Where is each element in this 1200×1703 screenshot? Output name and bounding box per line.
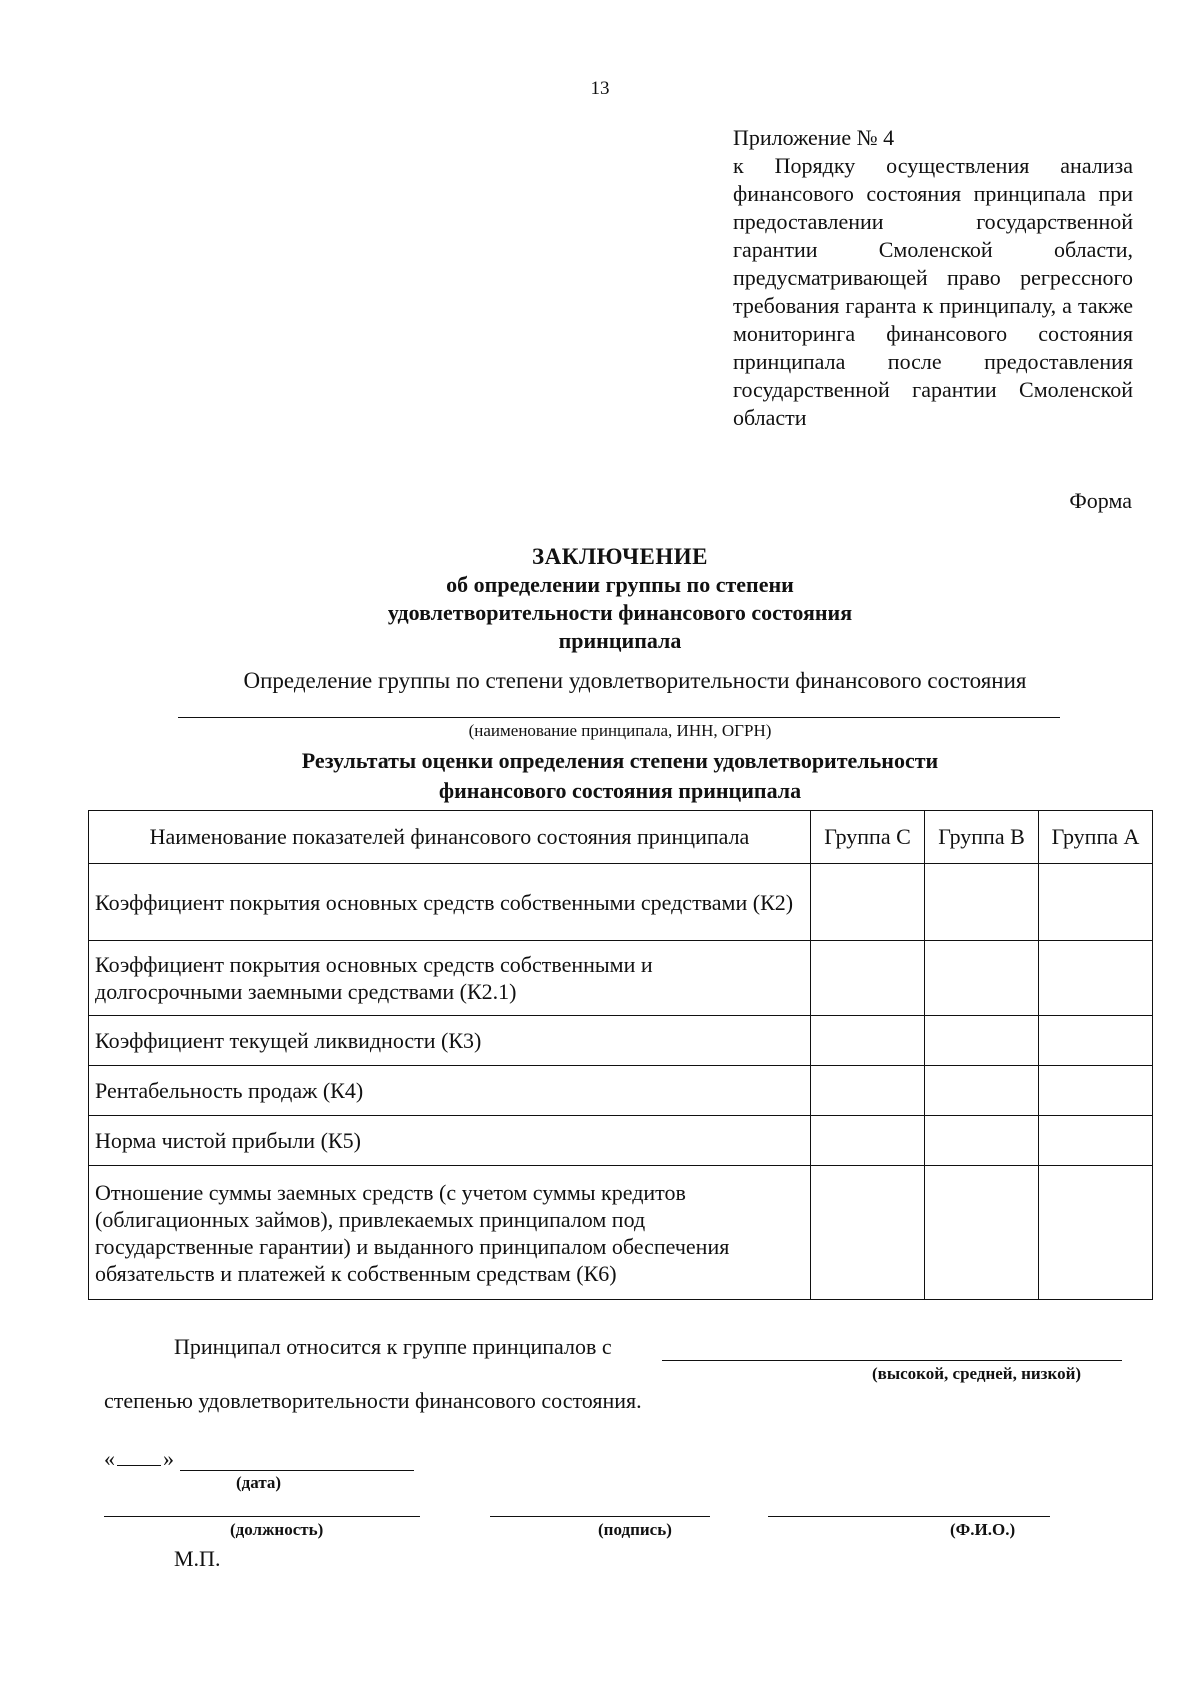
header-group-b: Группа В xyxy=(925,811,1039,864)
page-number: 13 xyxy=(590,78,610,99)
subtitle: Определение группы по степени удовлетворительности финансового состояния xyxy=(243,668,1027,693)
cell-group-a[interactable] xyxy=(1039,864,1153,941)
header-indicator-name: Наименование показателей финансового состояния принципала xyxy=(89,811,811,864)
cell-group-a[interactable] xyxy=(1039,1116,1153,1166)
signature-blank[interactable] xyxy=(490,1516,710,1517)
annex-heading: Приложение № 4 xyxy=(733,125,895,150)
conclusion-text-1: Принципал относится к группе принципалов с xyxy=(174,1334,612,1359)
table-row xyxy=(89,1016,1153,1066)
cell-group-c[interactable] xyxy=(811,1016,925,1066)
day-blank[interactable] xyxy=(117,1447,161,1466)
date-blank[interactable] xyxy=(180,1470,414,1471)
full-name-hint: (Ф.И.О.) xyxy=(950,1520,1016,1539)
row-k5-name: Норма чистой прибыли (К5) xyxy=(89,1116,811,1166)
table-header-row xyxy=(89,811,1153,864)
cell-group-b[interactable] xyxy=(925,1016,1039,1066)
cell-group-a[interactable] xyxy=(1039,941,1153,1016)
table-row xyxy=(89,1166,1153,1300)
results-title xyxy=(0,746,1200,806)
date-hint: (дата) xyxy=(236,1473,282,1492)
row-k4-name: Рентабельность продаж (К4) xyxy=(89,1066,811,1116)
title-line-2: об определении группы по степени xyxy=(446,572,794,597)
cell-group-c[interactable] xyxy=(811,1066,925,1116)
conclusion-text-2: степенью удовлетворительности финансового состояния. xyxy=(104,1388,642,1413)
full-name-blank[interactable] xyxy=(768,1516,1050,1517)
header-group-c: Группа С xyxy=(811,811,925,864)
title-line-3: удовлетворительности финансового состояния xyxy=(387,600,853,625)
cell-group-a[interactable] xyxy=(1039,1016,1153,1066)
form-label: Форма xyxy=(1069,488,1132,513)
open-quote: « xyxy=(104,1446,115,1471)
table-row xyxy=(89,1066,1153,1116)
cell-group-c[interactable] xyxy=(811,864,925,941)
row-k3-name: Коэффициент текущей ликвидности (К3) xyxy=(89,1016,811,1066)
position-blank[interactable] xyxy=(104,1516,420,1517)
row-k2-1-name: Коэффициент покрытия основных средств собственными и долгосрочными заемными средствами (К2.1) xyxy=(89,941,811,1016)
annex-block xyxy=(733,124,1133,432)
row-k6-name: Отношение суммы заемных средств (с учетом суммы кредитов (облигационных займов), привлекаемых принципалом под государственные гарантии) и выданного принципалом обеспечения обязательств и платежей к собственным средствам (К6) xyxy=(89,1166,811,1300)
group-degree-hint: (высокой, средней, низкой) xyxy=(872,1364,1082,1383)
document-title xyxy=(0,543,1200,655)
cell-group-b[interactable] xyxy=(925,941,1039,1016)
group-degree-blank[interactable] xyxy=(662,1360,1122,1361)
position-hint: (должность) xyxy=(230,1520,324,1539)
date-row xyxy=(104,1446,174,1472)
row-k2-name: Коэффициент покрытия основных средств собственными средствами (К2) xyxy=(89,864,811,941)
cell-group-b[interactable] xyxy=(925,864,1039,941)
title-line-4: принципала xyxy=(558,628,682,653)
cell-group-b[interactable] xyxy=(925,1066,1039,1116)
stamp-label: М.П. xyxy=(174,1546,221,1571)
indicators-table xyxy=(88,810,1153,1300)
cell-group-b[interactable] xyxy=(925,1116,1039,1166)
cell-group-c[interactable] xyxy=(811,1166,925,1300)
cell-group-c[interactable] xyxy=(811,1116,925,1166)
table-row xyxy=(89,1116,1153,1166)
title-main: ЗАКЛЮЧЕНИЕ xyxy=(532,544,708,569)
principal-name-hint: (наименование принципала, ИНН, ОГРН) xyxy=(468,721,772,740)
principal-name-blank[interactable] xyxy=(178,717,1060,718)
close-quote: » xyxy=(163,1446,174,1471)
results-title-line-2: финансового состояния принципала xyxy=(438,778,802,803)
results-title-line-1: Результаты оценки определения степени удовлетворительности xyxy=(301,748,939,773)
table-row xyxy=(89,864,1153,941)
cell-group-c[interactable] xyxy=(811,941,925,1016)
cell-group-a[interactable] xyxy=(1039,1066,1153,1116)
header-group-a: Группа А xyxy=(1039,811,1153,864)
signature-hint: (подпись) xyxy=(598,1520,672,1539)
cell-group-b[interactable] xyxy=(925,1166,1039,1300)
annex-text: к Порядку осуществления анализа финансового состояния принципала при предоставлении государственной гарантии Смоленской области, предусматривающей право регрессного требования гаранта к принципалу, а также мониторинга финансового состояния принципала после предоставления государственной гарантии Смоленской области xyxy=(733,153,1133,430)
table-row xyxy=(89,941,1153,1016)
cell-group-a[interactable] xyxy=(1039,1166,1153,1300)
